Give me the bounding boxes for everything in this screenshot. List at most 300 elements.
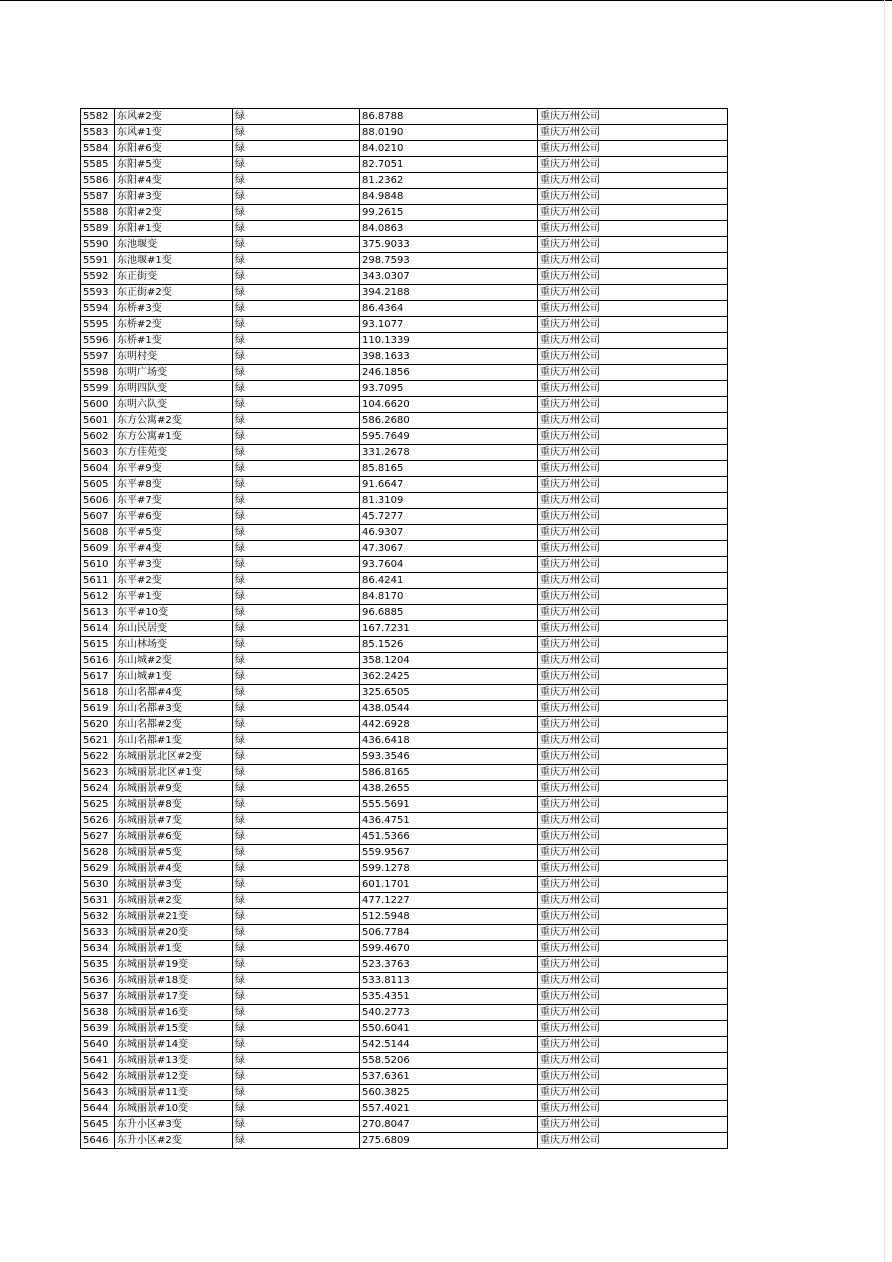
station-name-cell: 东升小区#2变 xyxy=(115,1133,233,1149)
value-cell: 599.4670 xyxy=(360,941,538,957)
status-cell: 绿 xyxy=(233,957,360,973)
value-cell: 88.0190 xyxy=(360,125,538,141)
company-cell: 重庆万州公司 xyxy=(538,637,728,653)
status-cell: 绿 xyxy=(233,1133,360,1149)
row-id-cell: 5640 xyxy=(81,1037,115,1053)
value-cell: 586.2680 xyxy=(360,413,538,429)
status-cell: 绿 xyxy=(233,349,360,365)
table-row xyxy=(81,1005,728,1021)
status-cell: 绿 xyxy=(233,205,360,221)
status-cell: 绿 xyxy=(233,813,360,829)
value-cell: 45.7277 xyxy=(360,509,538,525)
company-cell: 重庆万州公司 xyxy=(538,1117,728,1133)
status-cell: 绿 xyxy=(233,237,360,253)
table-row xyxy=(81,669,728,685)
value-cell: 270.8047 xyxy=(360,1117,538,1133)
row-id-cell: 5646 xyxy=(81,1133,115,1149)
status-cell: 绿 xyxy=(233,893,360,909)
value-cell: 81.3109 xyxy=(360,493,538,509)
value-cell: 593.3546 xyxy=(360,749,538,765)
table-row xyxy=(81,509,728,525)
value-cell: 533.8113 xyxy=(360,973,538,989)
value-cell: 599.1278 xyxy=(360,861,538,877)
table-row xyxy=(81,253,728,269)
station-name-cell: 东平#2变 xyxy=(115,573,233,589)
station-name-cell: 东方公寓#1变 xyxy=(115,429,233,445)
value-cell: 84.0210 xyxy=(360,141,538,157)
value-cell: 559.9567 xyxy=(360,845,538,861)
value-cell: 275.6809 xyxy=(360,1133,538,1149)
value-cell: 84.9848 xyxy=(360,189,538,205)
company-cell: 重庆万州公司 xyxy=(538,365,728,381)
company-cell: 重庆万州公司 xyxy=(538,461,728,477)
station-name-cell: 东城丽景#1变 xyxy=(115,941,233,957)
station-name-cell: 东城丽景#7变 xyxy=(115,813,233,829)
station-name-cell: 东城丽景北区#1变 xyxy=(115,765,233,781)
row-id-cell: 5593 xyxy=(81,285,115,301)
value-cell: 82.7051 xyxy=(360,157,538,173)
status-cell: 绿 xyxy=(233,1037,360,1053)
company-cell: 重庆万州公司 xyxy=(538,957,728,973)
value-cell: 595.7649 xyxy=(360,429,538,445)
value-cell: 84.0863 xyxy=(360,221,538,237)
status-cell: 绿 xyxy=(233,589,360,605)
table-row xyxy=(81,365,728,381)
value-cell: 86.4364 xyxy=(360,301,538,317)
row-id-cell: 5639 xyxy=(81,1021,115,1037)
row-id-cell: 5587 xyxy=(81,189,115,205)
table-row xyxy=(81,205,728,221)
company-cell: 重庆万州公司 xyxy=(538,429,728,445)
company-cell: 重庆万州公司 xyxy=(538,1069,728,1085)
value-cell: 512.5948 xyxy=(360,909,538,925)
page-top-border xyxy=(0,0,892,1)
row-id-cell: 5630 xyxy=(81,877,115,893)
company-cell: 重庆万州公司 xyxy=(538,941,728,957)
station-name-cell: 东平#3变 xyxy=(115,557,233,573)
row-id-cell: 5614 xyxy=(81,621,115,637)
table-row xyxy=(81,781,728,797)
company-cell: 重庆万州公司 xyxy=(538,189,728,205)
company-cell: 重庆万州公司 xyxy=(538,1133,728,1149)
table-row xyxy=(81,381,728,397)
status-cell: 绿 xyxy=(233,621,360,637)
status-cell: 绿 xyxy=(233,461,360,477)
station-name-cell: 东城丽景#14变 xyxy=(115,1037,233,1053)
status-cell: 绿 xyxy=(233,445,360,461)
station-name-cell: 东明四队变 xyxy=(115,381,233,397)
station-name-cell: 东城丽景#17变 xyxy=(115,989,233,1005)
row-id-cell: 5590 xyxy=(81,237,115,253)
company-cell: 重庆万州公司 xyxy=(538,445,728,461)
station-name-cell: 东城丽景#3变 xyxy=(115,877,233,893)
company-cell: 重庆万州公司 xyxy=(538,477,728,493)
row-id-cell: 5633 xyxy=(81,925,115,941)
table-row xyxy=(81,189,728,205)
status-cell: 绿 xyxy=(233,845,360,861)
table-row xyxy=(81,429,728,445)
table-row xyxy=(81,621,728,637)
table-row xyxy=(81,861,728,877)
station-name-cell: 东方公寓#2变 xyxy=(115,413,233,429)
row-id-cell: 5606 xyxy=(81,493,115,509)
table-row xyxy=(81,317,728,333)
table-row xyxy=(81,701,728,717)
row-id-cell: 5600 xyxy=(81,397,115,413)
value-cell: 477.1227 xyxy=(360,893,538,909)
row-id-cell: 5621 xyxy=(81,733,115,749)
status-cell: 绿 xyxy=(233,269,360,285)
row-id-cell: 5611 xyxy=(81,573,115,589)
company-cell: 重庆万州公司 xyxy=(538,1005,728,1021)
company-cell: 重庆万州公司 xyxy=(538,1085,728,1101)
station-name-cell: 东城丽景#10变 xyxy=(115,1101,233,1117)
station-name-cell: 东山城#1变 xyxy=(115,669,233,685)
value-cell: 47.3067 xyxy=(360,541,538,557)
value-cell: 91.6647 xyxy=(360,477,538,493)
station-name-cell: 东平#8变 xyxy=(115,477,233,493)
value-cell: 601.1701 xyxy=(360,877,538,893)
table-row xyxy=(81,525,728,541)
status-cell: 绿 xyxy=(233,541,360,557)
row-id-cell: 5627 xyxy=(81,829,115,845)
table-row xyxy=(81,1101,728,1117)
status-cell: 绿 xyxy=(233,701,360,717)
status-cell: 绿 xyxy=(233,1117,360,1133)
company-cell: 重庆万州公司 xyxy=(538,877,728,893)
station-name-cell: 东桥#1变 xyxy=(115,333,233,349)
table-row xyxy=(81,989,728,1005)
table-row xyxy=(81,1069,728,1085)
table-row xyxy=(81,157,728,173)
table-row xyxy=(81,733,728,749)
table-row xyxy=(81,541,728,557)
station-name-cell: 东明广场变 xyxy=(115,365,233,381)
table-row xyxy=(81,397,728,413)
company-cell: 重庆万州公司 xyxy=(538,269,728,285)
station-name-cell: 东正街变 xyxy=(115,269,233,285)
status-cell: 绿 xyxy=(233,941,360,957)
company-cell: 重庆万州公司 xyxy=(538,781,728,797)
company-cell: 重庆万州公司 xyxy=(538,541,728,557)
station-name-cell: 东山名都#3变 xyxy=(115,701,233,717)
company-cell: 重庆万州公司 xyxy=(538,605,728,621)
row-id-cell: 5582 xyxy=(81,109,115,125)
row-id-cell: 5605 xyxy=(81,477,115,493)
row-id-cell: 5626 xyxy=(81,813,115,829)
company-cell: 重庆万州公司 xyxy=(538,557,728,573)
status-cell: 绿 xyxy=(233,797,360,813)
status-cell: 绿 xyxy=(233,877,360,893)
row-id-cell: 5583 xyxy=(81,125,115,141)
status-cell: 绿 xyxy=(233,333,360,349)
company-cell: 重庆万州公司 xyxy=(538,717,728,733)
row-id-cell: 5598 xyxy=(81,365,115,381)
station-name-cell: 东风#2变 xyxy=(115,109,233,125)
table-row xyxy=(81,269,728,285)
row-id-cell: 5596 xyxy=(81,333,115,349)
station-name-cell: 东桥#3变 xyxy=(115,301,233,317)
value-cell: 85.1526 xyxy=(360,637,538,653)
value-cell: 96.6885 xyxy=(360,605,538,621)
company-cell: 重庆万州公司 xyxy=(538,589,728,605)
station-name-cell: 东桥#2变 xyxy=(115,317,233,333)
row-id-cell: 5631 xyxy=(81,893,115,909)
value-cell: 506.7784 xyxy=(360,925,538,941)
status-cell: 绿 xyxy=(233,509,360,525)
status-cell: 绿 xyxy=(233,1021,360,1037)
value-cell: 110.1339 xyxy=(360,333,538,349)
value-cell: 331.2678 xyxy=(360,445,538,461)
station-name-cell: 东正街#2变 xyxy=(115,285,233,301)
company-cell: 重庆万州公司 xyxy=(538,749,728,765)
table-row xyxy=(81,877,728,893)
company-cell: 重庆万州公司 xyxy=(538,493,728,509)
station-name-cell: 东城丽景#4变 xyxy=(115,861,233,877)
row-id-cell: 5632 xyxy=(81,909,115,925)
row-id-cell: 5601 xyxy=(81,413,115,429)
row-id-cell: 5642 xyxy=(81,1069,115,1085)
page-right-edge xyxy=(884,0,885,1262)
row-id-cell: 5636 xyxy=(81,973,115,989)
value-cell: 343.0307 xyxy=(360,269,538,285)
row-id-cell: 5585 xyxy=(81,157,115,173)
station-name-cell: 东池堰变 xyxy=(115,237,233,253)
table-row xyxy=(81,1053,728,1069)
row-id-cell: 5588 xyxy=(81,205,115,221)
value-cell: 84.8170 xyxy=(360,589,538,605)
value-cell: 523.3763 xyxy=(360,957,538,973)
row-id-cell: 5604 xyxy=(81,461,115,477)
table-row xyxy=(81,237,728,253)
table-row xyxy=(81,813,728,829)
station-name-cell: 东平#5变 xyxy=(115,525,233,541)
company-cell: 重庆万州公司 xyxy=(538,765,728,781)
table-row xyxy=(81,493,728,509)
table-row xyxy=(81,765,728,781)
station-name-cell: 东明六队变 xyxy=(115,397,233,413)
row-id-cell: 5629 xyxy=(81,861,115,877)
status-cell: 绿 xyxy=(233,413,360,429)
station-name-cell: 东城丽景#11变 xyxy=(115,1085,233,1101)
company-cell: 重庆万州公司 xyxy=(538,349,728,365)
table-row xyxy=(81,125,728,141)
company-cell: 重庆万州公司 xyxy=(538,157,728,173)
company-cell: 重庆万州公司 xyxy=(538,253,728,269)
table-row xyxy=(81,973,728,989)
row-id-cell: 5610 xyxy=(81,557,115,573)
value-cell: 550.6041 xyxy=(360,1021,538,1037)
table-row xyxy=(81,909,728,925)
company-cell: 重庆万州公司 xyxy=(538,701,728,717)
status-cell: 绿 xyxy=(233,637,360,653)
row-id-cell: 5645 xyxy=(81,1117,115,1133)
status-cell: 绿 xyxy=(233,781,360,797)
table-row xyxy=(81,109,728,125)
value-cell: 298.7593 xyxy=(360,253,538,269)
value-cell: 586.8165 xyxy=(360,765,538,781)
station-name-cell: 东城丽景#8变 xyxy=(115,797,233,813)
status-cell: 绿 xyxy=(233,301,360,317)
value-cell: 540.2773 xyxy=(360,1005,538,1021)
status-cell: 绿 xyxy=(233,1085,360,1101)
status-cell: 绿 xyxy=(233,909,360,925)
status-cell: 绿 xyxy=(233,157,360,173)
station-name-cell: 东城丽景#5变 xyxy=(115,845,233,861)
row-id-cell: 5608 xyxy=(81,525,115,541)
table-row xyxy=(81,749,728,765)
table-row xyxy=(81,845,728,861)
row-id-cell: 5617 xyxy=(81,669,115,685)
row-id-cell: 5618 xyxy=(81,685,115,701)
value-cell: 93.7095 xyxy=(360,381,538,397)
status-cell: 绿 xyxy=(233,1101,360,1117)
status-cell: 绿 xyxy=(233,525,360,541)
row-id-cell: 5625 xyxy=(81,797,115,813)
row-id-cell: 5603 xyxy=(81,445,115,461)
company-cell: 重庆万州公司 xyxy=(538,1053,728,1069)
value-cell: 375.9033 xyxy=(360,237,538,253)
status-cell: 绿 xyxy=(233,477,360,493)
company-cell: 重庆万州公司 xyxy=(538,1037,728,1053)
status-cell: 绿 xyxy=(233,605,360,621)
status-cell: 绿 xyxy=(233,317,360,333)
station-name-cell: 东城丽景#6变 xyxy=(115,829,233,845)
status-cell: 绿 xyxy=(233,397,360,413)
row-id-cell: 5622 xyxy=(81,749,115,765)
company-cell: 重庆万州公司 xyxy=(538,685,728,701)
status-cell: 绿 xyxy=(233,669,360,685)
value-cell: 81.2362 xyxy=(360,173,538,189)
station-name-cell: 东阳#6变 xyxy=(115,141,233,157)
table-row xyxy=(81,1117,728,1133)
table-row xyxy=(81,957,728,973)
row-id-cell: 5615 xyxy=(81,637,115,653)
station-name-cell: 东阳#5变 xyxy=(115,157,233,173)
data-table xyxy=(80,108,728,1149)
row-id-cell: 5612 xyxy=(81,589,115,605)
row-id-cell: 5619 xyxy=(81,701,115,717)
value-cell: 555.5691 xyxy=(360,797,538,813)
station-name-cell: 东城丽景#19变 xyxy=(115,957,233,973)
company-cell: 重庆万州公司 xyxy=(538,845,728,861)
table-row xyxy=(81,829,728,845)
status-cell: 绿 xyxy=(233,685,360,701)
status-cell: 绿 xyxy=(233,253,360,269)
status-cell: 绿 xyxy=(233,925,360,941)
company-cell: 重庆万州公司 xyxy=(538,237,728,253)
table-row xyxy=(81,221,728,237)
status-cell: 绿 xyxy=(233,1005,360,1021)
table-row xyxy=(81,1021,728,1037)
table-row xyxy=(81,589,728,605)
row-id-cell: 5635 xyxy=(81,957,115,973)
row-id-cell: 5623 xyxy=(81,765,115,781)
status-cell: 绿 xyxy=(233,973,360,989)
value-cell: 560.3825 xyxy=(360,1085,538,1101)
table-row xyxy=(81,941,728,957)
station-name-cell: 东升小区#3变 xyxy=(115,1117,233,1133)
station-name-cell: 东明村变 xyxy=(115,349,233,365)
company-cell: 重庆万州公司 xyxy=(538,797,728,813)
company-cell: 重庆万州公司 xyxy=(538,829,728,845)
status-cell: 绿 xyxy=(233,557,360,573)
station-name-cell: 东城丽景#2变 xyxy=(115,893,233,909)
value-cell: 438.0544 xyxy=(360,701,538,717)
company-cell: 重庆万州公司 xyxy=(538,573,728,589)
table-row xyxy=(81,445,728,461)
status-cell: 绿 xyxy=(233,109,360,125)
status-cell: 绿 xyxy=(233,173,360,189)
company-cell: 重庆万州公司 xyxy=(538,893,728,909)
table-row xyxy=(81,717,728,733)
station-name-cell: 东池堰#1变 xyxy=(115,253,233,269)
company-cell: 重庆万州公司 xyxy=(538,413,728,429)
row-id-cell: 5607 xyxy=(81,509,115,525)
value-cell: 99.2615 xyxy=(360,205,538,221)
company-cell: 重庆万州公司 xyxy=(538,653,728,669)
table-row xyxy=(81,1133,728,1149)
row-id-cell: 5594 xyxy=(81,301,115,317)
row-id-cell: 5638 xyxy=(81,1005,115,1021)
status-cell: 绿 xyxy=(233,765,360,781)
row-id-cell: 5643 xyxy=(81,1085,115,1101)
status-cell: 绿 xyxy=(233,573,360,589)
row-id-cell: 5584 xyxy=(81,141,115,157)
row-id-cell: 5641 xyxy=(81,1053,115,1069)
company-cell: 重庆万州公司 xyxy=(538,925,728,941)
station-name-cell: 东山名都#4变 xyxy=(115,685,233,701)
table-row xyxy=(81,173,728,189)
station-name-cell: 东阳#3变 xyxy=(115,189,233,205)
value-cell: 358.1204 xyxy=(360,653,538,669)
table-row xyxy=(81,685,728,701)
value-cell: 86.8788 xyxy=(360,109,538,125)
value-cell: 542.5144 xyxy=(360,1037,538,1053)
station-name-cell: 东阳#1变 xyxy=(115,221,233,237)
company-cell: 重庆万州公司 xyxy=(538,525,728,541)
row-id-cell: 5592 xyxy=(81,269,115,285)
company-cell: 重庆万州公司 xyxy=(538,381,728,397)
status-cell: 绿 xyxy=(233,189,360,205)
row-id-cell: 5628 xyxy=(81,845,115,861)
status-cell: 绿 xyxy=(233,861,360,877)
status-cell: 绿 xyxy=(233,493,360,509)
company-cell: 重庆万州公司 xyxy=(538,141,728,157)
station-name-cell: 东城丽景#9变 xyxy=(115,781,233,797)
company-cell: 重庆万州公司 xyxy=(538,733,728,749)
value-cell: 557.4021 xyxy=(360,1101,538,1117)
station-name-cell: 东平#10变 xyxy=(115,605,233,621)
table-row xyxy=(81,637,728,653)
value-cell: 104.6620 xyxy=(360,397,538,413)
station-name-cell: 东平#6变 xyxy=(115,509,233,525)
table-row xyxy=(81,477,728,493)
status-cell: 绿 xyxy=(233,733,360,749)
row-id-cell: 5624 xyxy=(81,781,115,797)
row-id-cell: 5620 xyxy=(81,717,115,733)
table-row xyxy=(81,925,728,941)
status-cell: 绿 xyxy=(233,285,360,301)
value-cell: 93.7604 xyxy=(360,557,538,573)
value-cell: 85.8165 xyxy=(360,461,538,477)
station-name-cell: 东城丽景#16变 xyxy=(115,1005,233,1021)
station-name-cell: 东城丽景#18变 xyxy=(115,973,233,989)
company-cell: 重庆万州公司 xyxy=(538,621,728,637)
status-cell: 绿 xyxy=(233,717,360,733)
company-cell: 重庆万州公司 xyxy=(538,1021,728,1037)
row-id-cell: 5586 xyxy=(81,173,115,189)
